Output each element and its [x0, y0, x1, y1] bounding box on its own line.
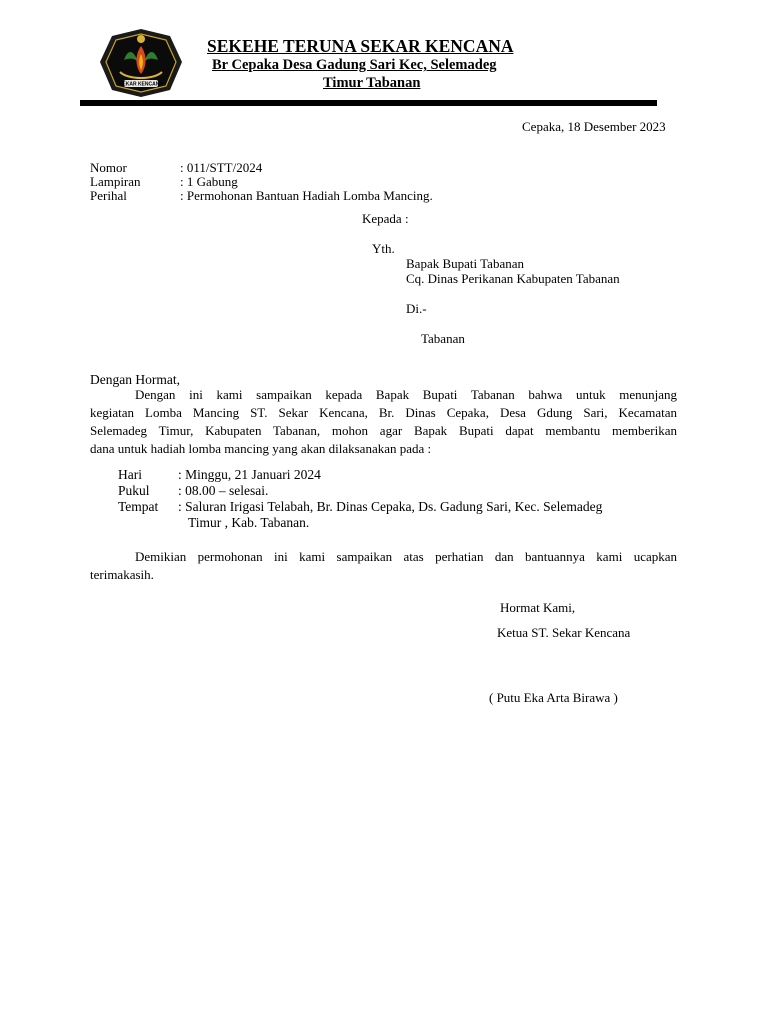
recipient-kepada: Kepada :	[362, 211, 409, 226]
signature-name: ( Putu Eka Arta Birawa )	[489, 690, 618, 705]
signature-regards: Hormat Kami,	[500, 600, 576, 615]
event-label-tempat: Tempat	[118, 499, 159, 514]
logo-text: SEKAR KENCANA	[119, 81, 163, 88]
event-label-hari: Hari	[118, 467, 142, 482]
closing-line: Demikian permohonan ini kami sampaikan atas perhatian dan bantuannya kami ucapkan	[135, 549, 677, 564]
event-value-pukul: : 08.00 – selesai.	[178, 483, 269, 498]
event-value-tempat: : Saluran Irigasi Telabah, Br. Dinas Cepaka, Ds. Gadung Sari, Kec. Selemadeg	[178, 499, 603, 514]
paragraph-line: Dengan ini kami sampaikan kepada Bapak Bupati Tabanan bahwa untuk menunjang	[135, 387, 677, 402]
body-paragraph	[90, 386, 677, 458]
meta-label-nomor: Nomor	[90, 160, 127, 175]
meta-label-lampiran: Lampiran	[90, 174, 141, 189]
signature-title: Ketua ST. Sekar Kencana	[497, 625, 631, 640]
event-label-pukul: Pukul	[118, 483, 150, 498]
organization-logo	[98, 28, 184, 98]
paragraph-line: kegiatan Lomba Mancing ST. Sekar Kencana, Br. Dinas Cepaka, Desa Gdung Sari, Kecamatan	[90, 405, 677, 420]
organization-name: SEKEHE TERUNA SEKAR KENCANA	[207, 36, 514, 56]
event-details	[118, 467, 678, 531]
closing-line: terimakasih.	[90, 567, 154, 582]
paragraph-line: dana untuk hadiah lomba mancing yang akan dilaksanakan pada :	[90, 441, 432, 456]
recipient-city: Tabanan	[421, 331, 465, 346]
event-value-hari: : Minggu, 21 Januari 2024	[178, 467, 321, 482]
meta-label-perihal: Perihal	[90, 188, 127, 203]
letterhead-divider	[80, 100, 657, 106]
meta-value-lampiran: : 1 Gabung	[180, 174, 238, 189]
salutation: Dengan Hormat,	[90, 372, 180, 387]
paragraph-line: Selemadeg Timur, Kabupaten Tabanan, mohon agar Bapak Bupati dapat membantu memberikan	[90, 423, 677, 438]
recipient-yth: Yth.	[372, 241, 395, 256]
recipient-cq: Cq. Dinas Perikanan Kabupaten Tabanan	[406, 271, 620, 286]
meta-value-perihal: : Permohonan Bantuan Hadiah Lomba Mancing.	[180, 188, 433, 203]
letter-meta	[90, 160, 433, 203]
organization-address-line2: Timur Tabanan	[323, 75, 421, 91]
recipient-name: Bapak Bupati Tabanan	[406, 256, 524, 271]
meta-value-nomor: : 011/STT/2024	[180, 160, 263, 175]
event-value-tempat-continuation: Timur , Kab. Tabanan.	[188, 515, 310, 530]
organization-address-line1: Br Cepaka Desa Gadung Sari Kec, Selemadeg	[212, 57, 497, 73]
closing-paragraph	[90, 548, 677, 584]
letter-date: Cepaka, 18 Desember 2023	[522, 119, 666, 134]
recipient-di: Di.-	[406, 301, 427, 316]
